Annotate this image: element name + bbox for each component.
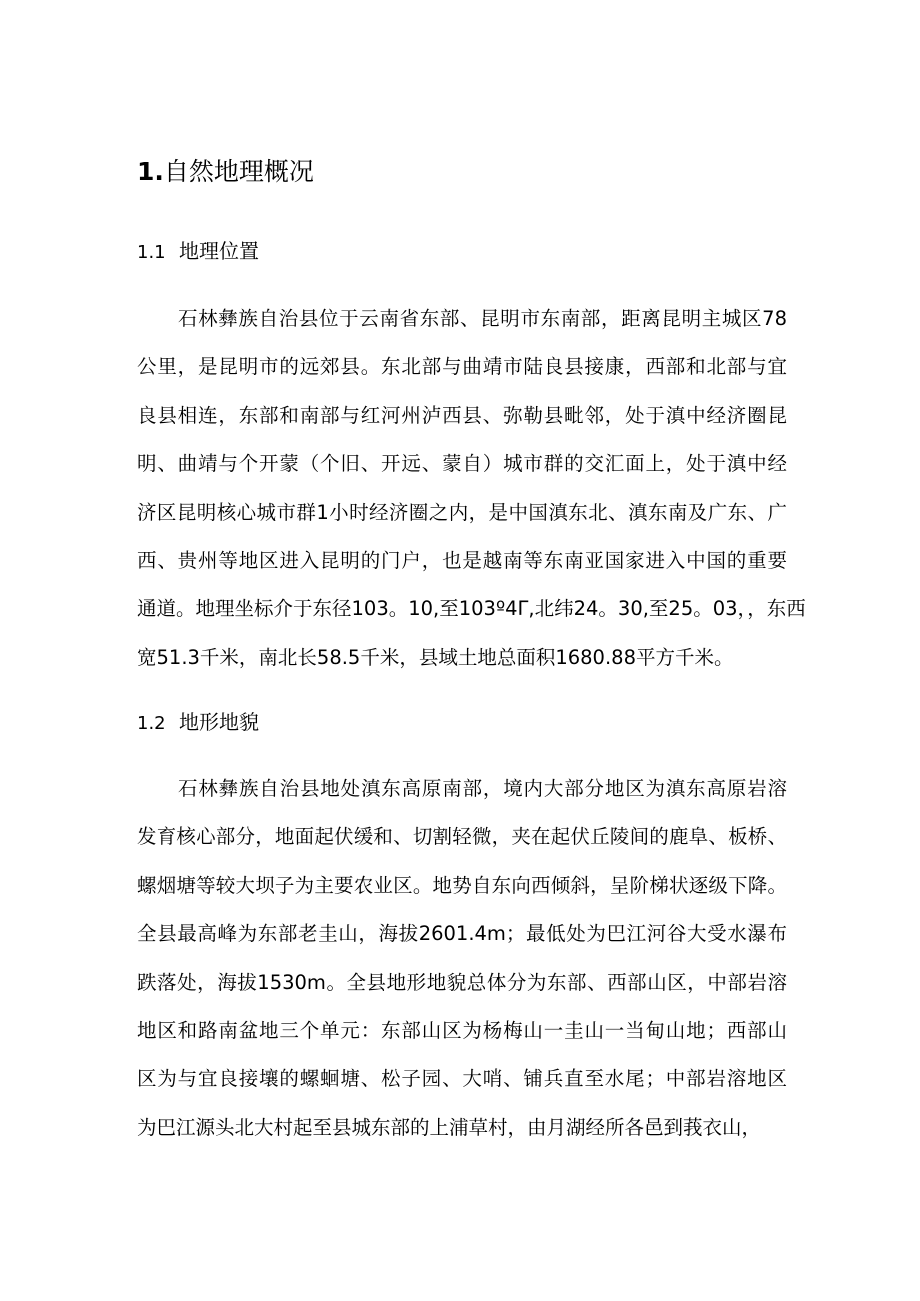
- paragraph-line: 跌落处，海拔1530m。全县地形地貌总体分为东部、西部山区，中部岩溶: [137, 970, 787, 994]
- paragraph-line: 地区和路南盆地三个单元：东部山区为杨梅山一圭山一当甸山地；西部山: [137, 1018, 787, 1042]
- chapter-number: 1.: [137, 157, 164, 186]
- paragraph-topography: [137, 765, 787, 1152]
- section-heading-topography: [137, 707, 259, 739]
- paragraph-line: 区为与宜良接壤的螺蛔塘、松子园、大哨、铺兵直至水尾；中部岩溶地区: [137, 1067, 787, 1091]
- paragraph-line: 通道。地理坐标介于东径103。10,至103º4Γ,北纬24。30,至25。03，，东西: [137, 597, 806, 621]
- section-title: 地理位置: [179, 239, 259, 263]
- paragraph-geographic-location: [137, 295, 806, 682]
- paragraph-line: 螺烟塘等较大坝子为主要农业区。地势自东向西倾斜，呈阶梯状逐级下降。: [137, 873, 787, 897]
- paragraph-line: 宽51.3千米，南北长58.5千米，县域土地总面积1680.88平方千米。: [137, 645, 734, 669]
- section-number: 1.1: [137, 242, 166, 263]
- chapter-title: 自然地理概况: [163, 157, 314, 186]
- paragraph-line: 西、贵州等地区进入昆明的门户，也是越南等东南亚国家进入中国的重要: [137, 548, 787, 572]
- section-title: 地形地貌: [179, 710, 259, 734]
- paragraph-line: 明、曲靖与个开蒙（个旧、开远、蒙自）城市群的交汇面上，处于滇中经: [137, 452, 787, 476]
- paragraph-line: 石林彝族自治县地处滇东高原南部，境内大部分地区为滇东高原岩溶: [178, 777, 787, 800]
- section-number: 1.2: [137, 713, 166, 734]
- paragraph-line: 全县最高峰为东部老圭山，海拔2601.4m；最低处为巴江河谷大受水瀑布: [137, 922, 787, 946]
- paragraph-line: 济区昆明核心城市群1小时经济圈之内，是中国滇东北、滇东南及广东、广: [137, 500, 787, 524]
- paragraph-line: 公里，是昆明市的远郊县。东北部与曲靖市陆良县接康，西部和北部与宜: [137, 355, 787, 379]
- paragraph-line: 为巴江源头北大村起至县城东部的上浦草村，由月湖经所各邑到莪衣山，: [137, 1115, 762, 1139]
- paragraph-line: 良县相连，东部和南部与红河州泸西县、弥勒县毗邻，处于滇中经济圈昆: [137, 403, 787, 427]
- paragraph-line: 发育核心部分，地面起伏缓和、切割轻微，夹在起伏丘陵间的鹿阜、板桥、: [137, 825, 787, 849]
- chapter-heading: [137, 152, 314, 192]
- paragraph-line: 石林彝族自治县位于云南省东部、昆明市东南部，距离昆明主城区78: [178, 307, 787, 330]
- section-heading-geographic-location: [137, 236, 259, 268]
